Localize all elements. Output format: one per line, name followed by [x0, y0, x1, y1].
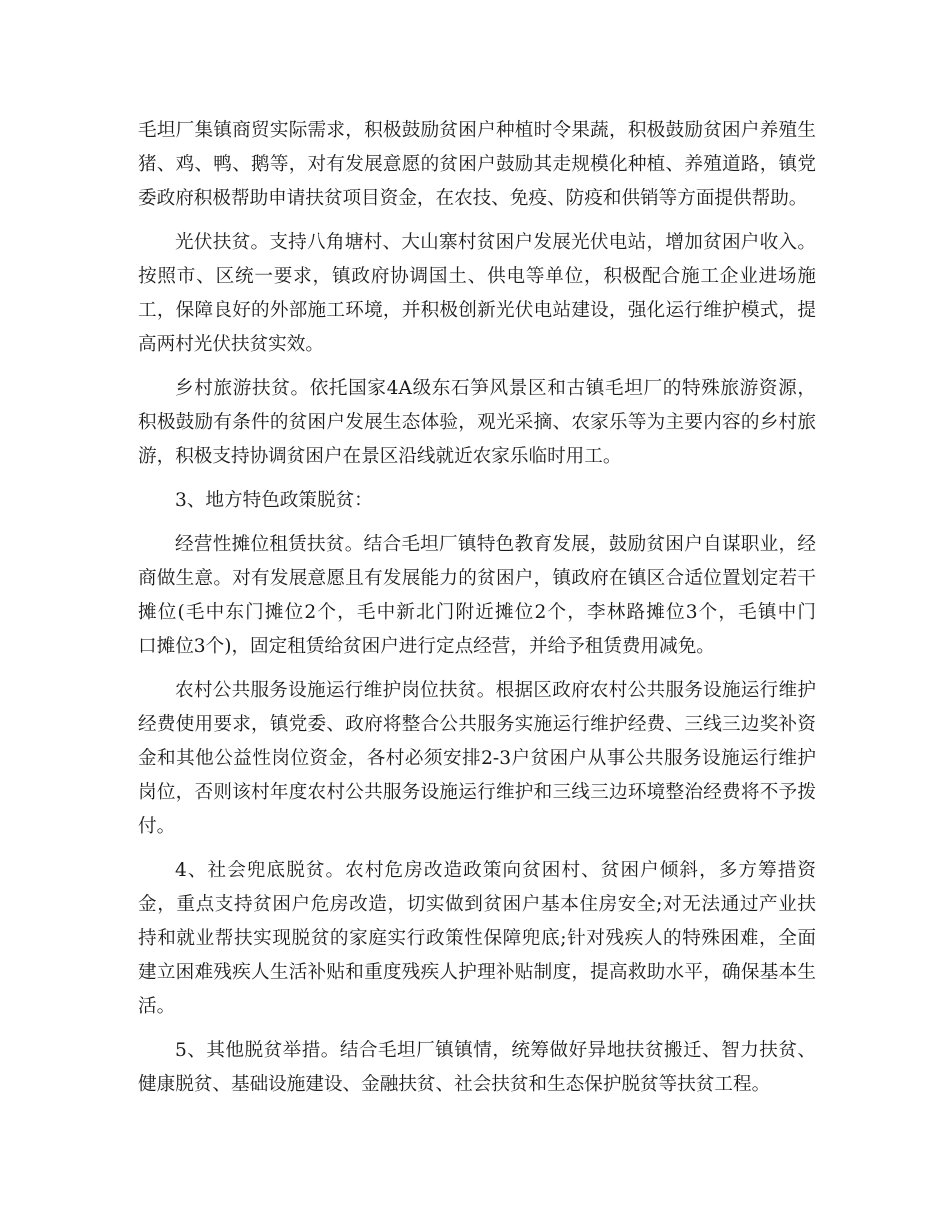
text-line: 持和就业帮扶实现脱贫的家庭实行政策性保障兜底;针对残疾人的特殊困难，全面: [138, 928, 816, 949]
paragraph-6: [138, 674, 816, 844]
text-line: 3、地方特色政策脱贫：: [175, 490, 373, 511]
text-line: 高两村光伏扶贫实效。: [138, 334, 324, 355]
paragraph-8: [138, 1034, 816, 1102]
paragraph-1: [138, 114, 816, 216]
document-body: [138, 114, 816, 1112]
text-line: 经费使用要求，镇党委、政府将整合公共服务实施运行维护经费、三线三边奖补资: [138, 714, 816, 735]
text-line: 猪、鸡、鸭、鹅等，对有发展意愿的贫困户鼓励其走规模化种植、养殖道路，镇党: [138, 154, 816, 175]
text-line: 5、其他脱贫举措。结合毛坦厂镇镇情，统筹做好异地扶贫搬迁、智力扶贫、: [175, 1040, 816, 1061]
text-line: 建立困难残疾人生活补贴和重度残疾人护理补贴制度，提高救助水平，确保基本生: [138, 962, 816, 983]
text-line: 毛坦厂集镇商贸实际需求，积极鼓励贫困户种植时令果蔬，积极鼓励贫困户养殖生: [138, 120, 816, 141]
text-line: 4、社会兜底脱贫。农村危房改造政策向贫困村、贫困户倾斜，多方筹措资: [175, 860, 816, 881]
text-line: 经营性摊位租赁扶贫。结合毛坦厂镇特色教育发展，鼓励贫困户自谋职业，经: [175, 534, 816, 555]
text-line: 健康脱贫、基础设施建设、金融扶贫、社会扶贫和生态保护脱贫等扶贫工程。: [138, 1074, 771, 1095]
text-line: 摊位(毛中东门摊位2个，毛中新北门附近摊位2个，李林路摊位3个，毛镇中门: [138, 602, 816, 623]
text-line: 农村公共服务设施运行维护岗位扶贫。根据区政府农村公共服务设施运行维护: [175, 680, 816, 701]
text-line: 金和其他公益性岗位资金，各村必须安排2-3户贫困户从事公共服务设施运行维护: [138, 748, 816, 769]
text-line: 商做生意。对有发展意愿且有发展能力的贫困户，镇政府在镇区合适位置划定若干: [138, 568, 816, 589]
text-line: 岗位，否则该村年度农村公共服务设施运行维护和三线三边环境整治经费将不予拨: [138, 782, 816, 803]
text-line: 积极鼓励有条件的贫困户发展生态体验，观光采摘、农家乐等为主要内容的乡村旅: [138, 412, 816, 433]
paragraph-5: [138, 528, 816, 664]
section-heading-3: [138, 484, 816, 518]
text-line: 工，保障良好的外部施工环境，并积极创新光伏电站建设，强化运行维护模式，提: [138, 300, 816, 321]
text-line: 乡村旅游扶贫。依托国家4A级东石笋风景区和古镇毛坦厂的特殊旅游资源，: [175, 378, 816, 399]
paragraph-2: [138, 226, 816, 362]
text-line: 付。: [138, 816, 176, 837]
text-line: 按照市、区统一要求，镇政府协调国土、供电等单位，积极配合施工企业进场施: [138, 266, 816, 287]
text-line: 口摊位3个)，固定租赁给贫困户进行定点经营，并给予租赁费用减免。: [138, 636, 715, 657]
text-line: 委政府积极帮助申请扶贫项目资金，在农技、免疫、防疫和供销等方面提供帮助。: [138, 188, 808, 209]
paragraph-3: [138, 372, 816, 474]
text-line: 活。: [138, 996, 176, 1017]
text-line: 游，积极支持协调贫困户在景区沿线就近农家乐临时用工。: [138, 446, 622, 467]
text-line: 光伏扶贫。支持八角塘村、大山寨村贫困户发展光伏电站，增加贫困户收入。: [175, 232, 816, 253]
paragraph-7: [138, 854, 816, 1024]
text-line: 金，重点支持贫困户危房改造，切实做到贫困户基本住房安全;对无法通过产业扶: [138, 894, 816, 915]
